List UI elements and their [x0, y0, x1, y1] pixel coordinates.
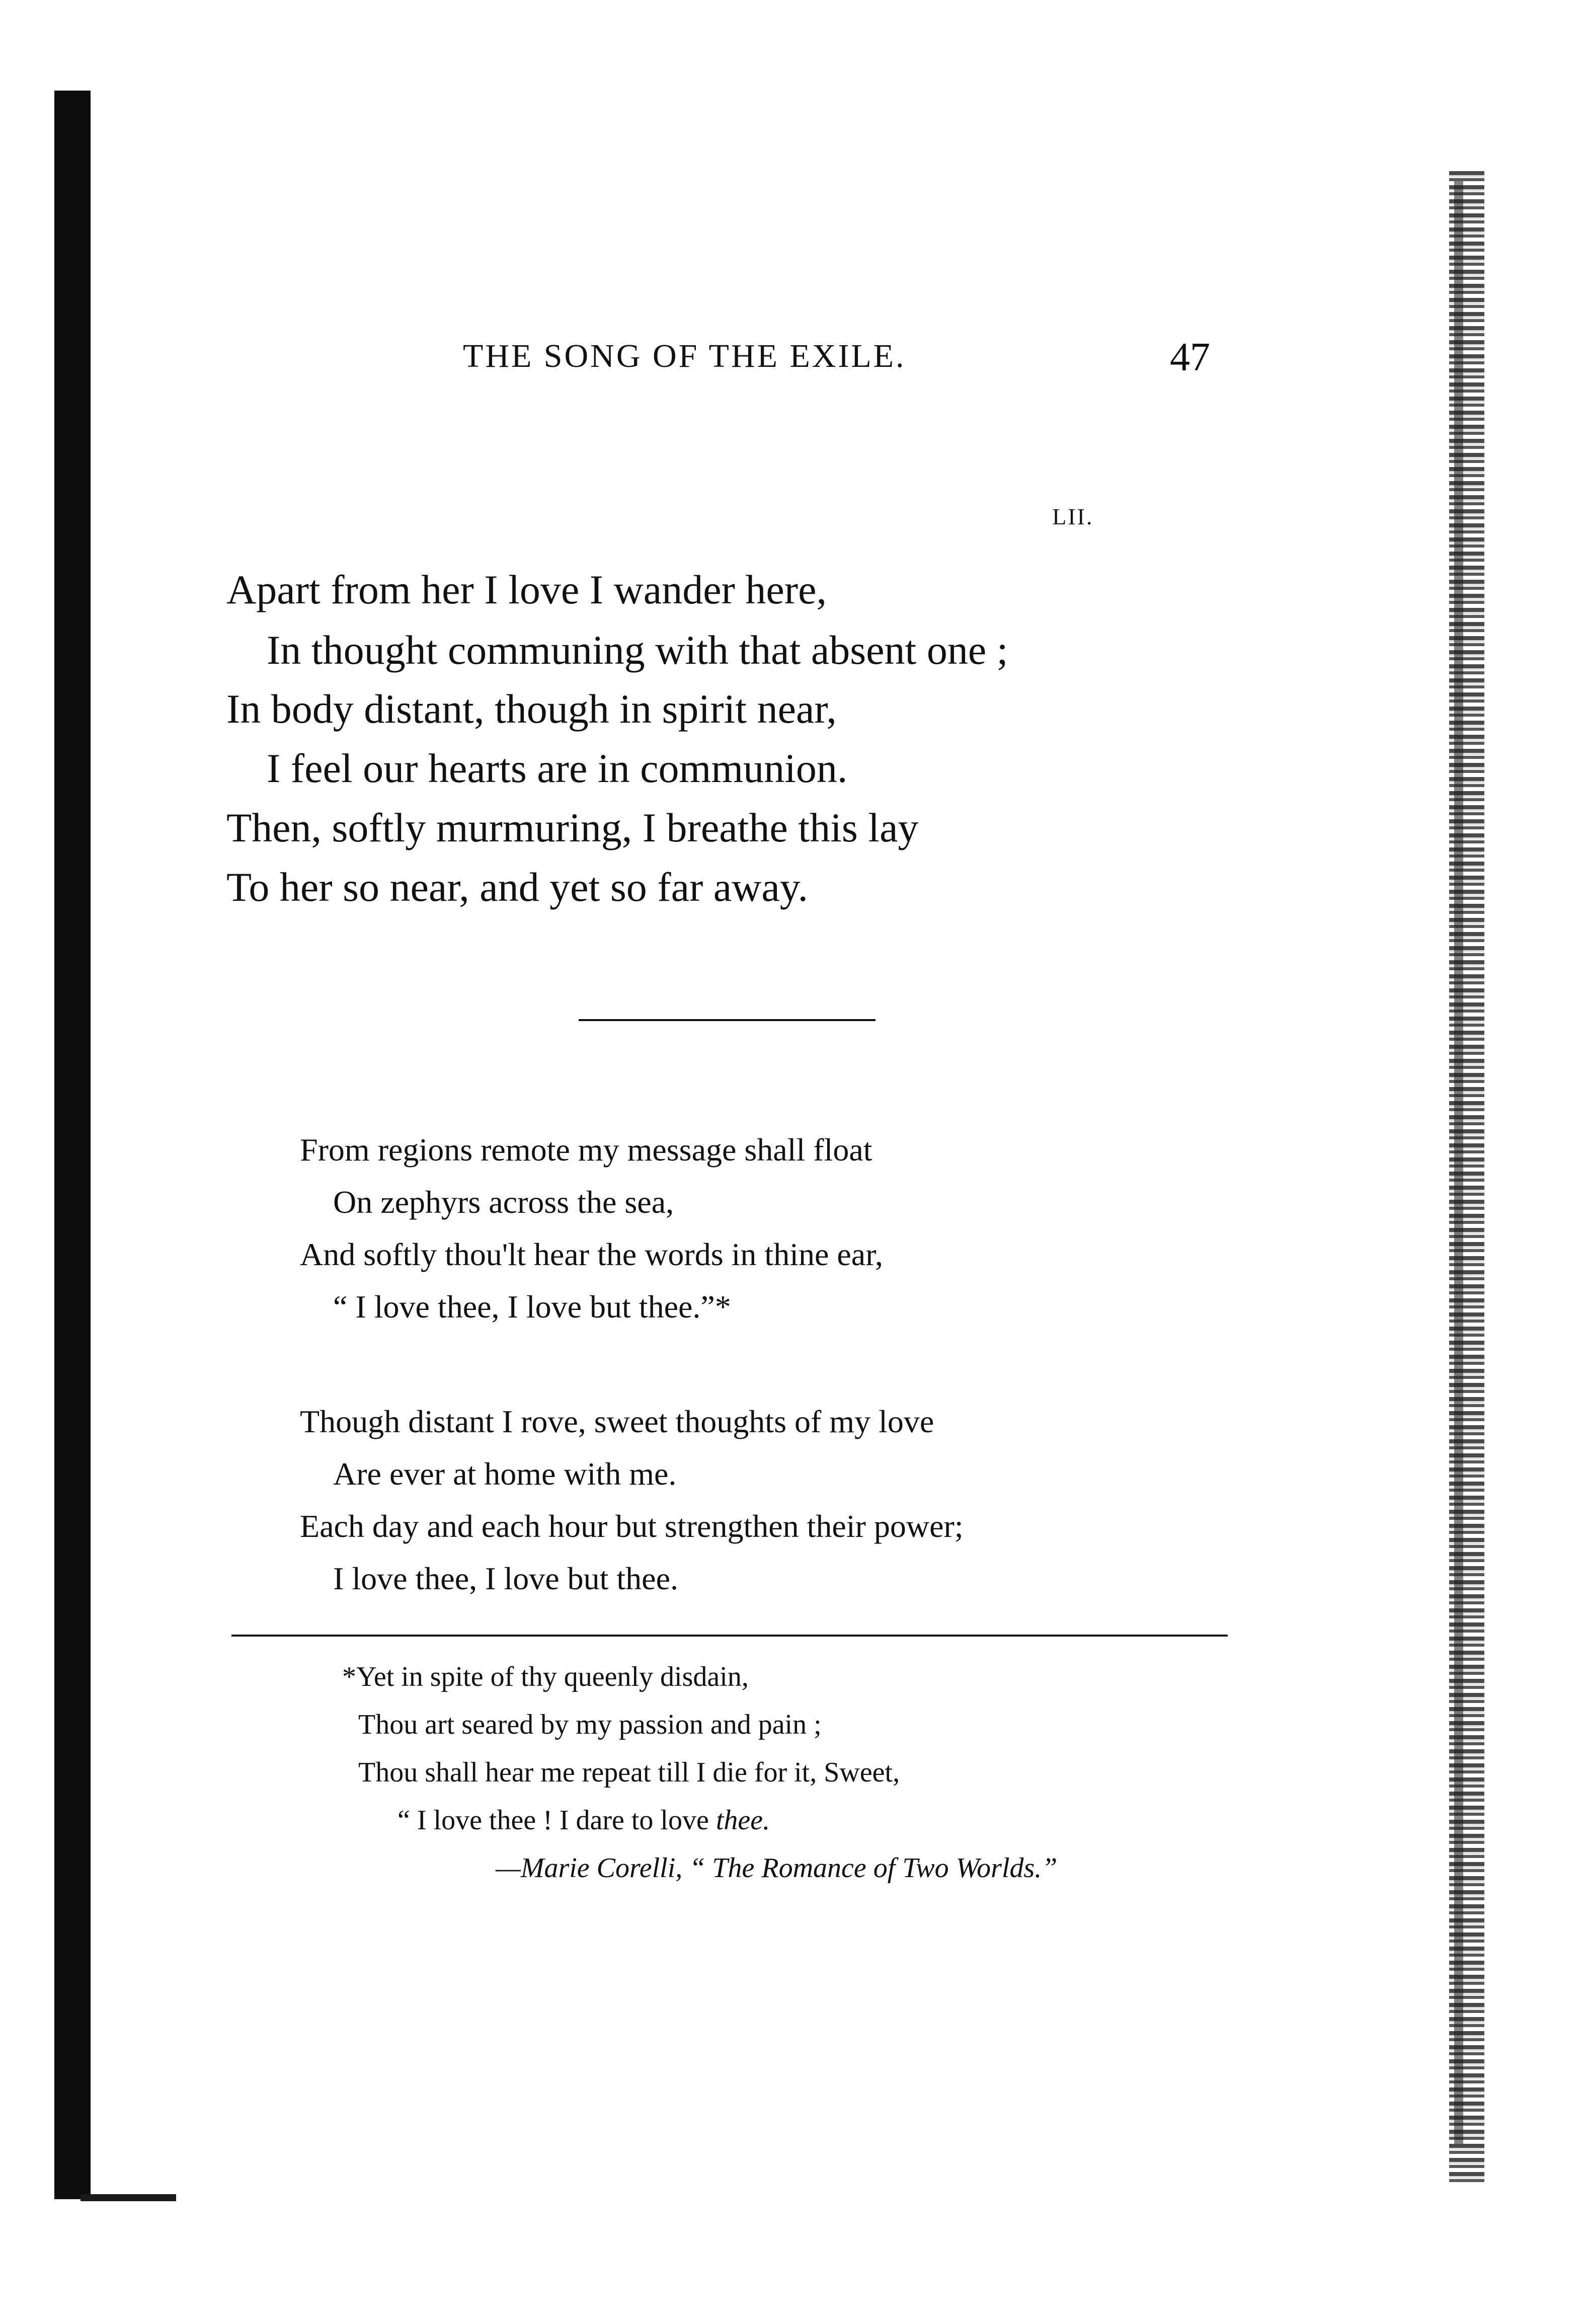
footnote-line-text: “ I love thee ! I dare to love	[398, 1805, 716, 1836]
poem-line: I feel our hearts are in communion.	[267, 745, 848, 791]
footnote-line: *Yet in spite of thy queenly disdain,	[342, 1661, 749, 1692]
section-divider	[579, 1019, 876, 1021]
poem-line: In body distant, though in spirit near,	[226, 686, 837, 732]
attribution-work: “ The Romance of Two Worlds.”	[689, 1852, 1058, 1884]
footnote-line	[398, 1804, 770, 1836]
footnote-emphasis: thee.	[716, 1805, 770, 1836]
poem-line: Then, softly murmuring, I breathe this lay	[226, 805, 919, 850]
poem-line: Apart from her I love I wander here,	[226, 567, 827, 612]
binding-shadow-left	[54, 91, 91, 2199]
section-number-text: LII.	[1052, 504, 1094, 529]
footnote-attribution	[496, 1852, 1057, 1884]
poem-line: In thought communing with that absent one ;	[267, 627, 1008, 673]
footnote-line: Thou shall hear me repeat till I die for it, Sweet,	[358, 1757, 900, 1788]
poem-line: Though distant I rove, sweet thoughts of my love	[300, 1404, 934, 1439]
section-number	[0, 503, 1460, 530]
page-edge-right-inner	[1454, 181, 1463, 2144]
poem-line: From regions remote my message shall float	[300, 1132, 872, 1168]
poem-line: I love thee, I love but thee.	[333, 1561, 678, 1596]
poem-line: Each day and each hour but strengthen their power;	[300, 1508, 964, 1544]
footnote-rule	[231, 1635, 1228, 1637]
poem-line: “ I love thee, I love but thee.”*	[333, 1289, 731, 1325]
running-title: THE SONG OF THE EXILE.	[463, 338, 906, 374]
attribution-author: —Marie Corelli,	[496, 1852, 683, 1884]
poem-line: And softly thou'lt hear the words in thine ear,	[300, 1236, 883, 1272]
poem-line: On zephyrs across the sea,	[333, 1184, 674, 1220]
page-number: 47	[1170, 335, 1210, 379]
poem-line: To her so near, and yet so far away.	[226, 864, 808, 910]
footnote-line: Thou art seared by my passion and pain ;	[358, 1709, 822, 1740]
poem-line: Are ever at home with me.	[333, 1456, 677, 1492]
binding-shadow-foot	[81, 2194, 176, 2201]
